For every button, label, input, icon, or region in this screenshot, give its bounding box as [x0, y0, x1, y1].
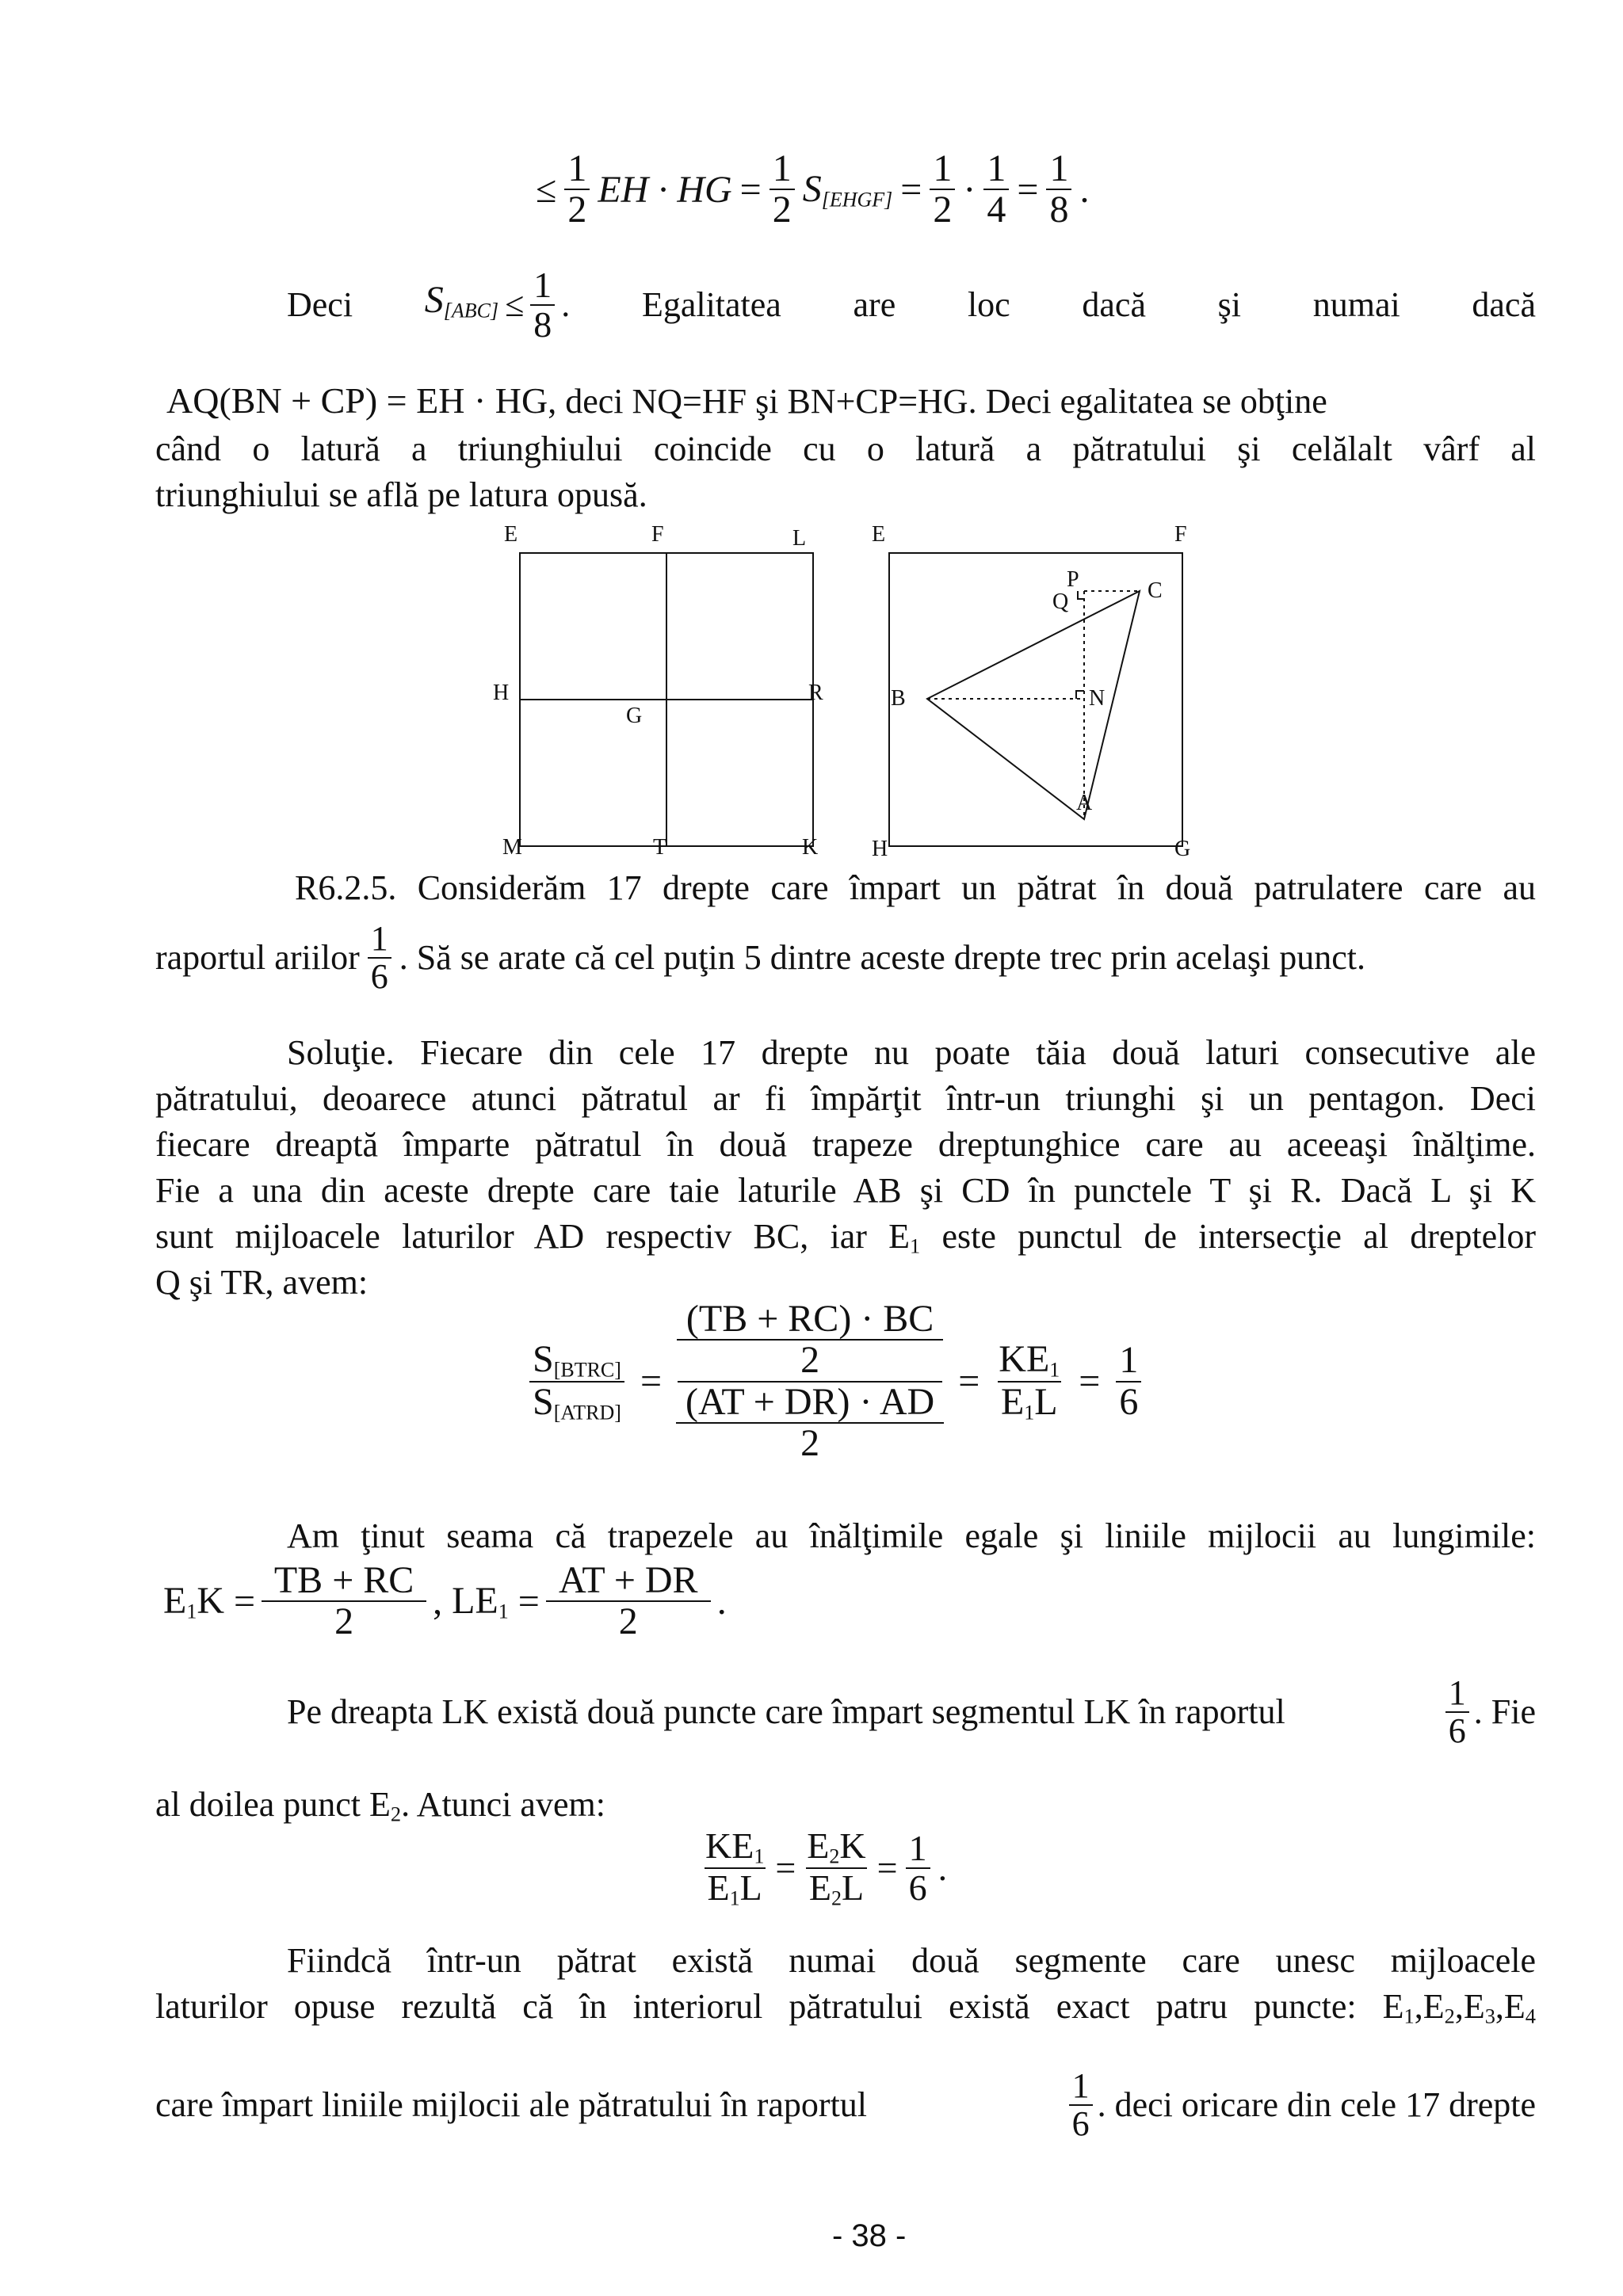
eh-hg-product: EH · HG [598, 168, 732, 211]
right-angle-n [1076, 691, 1084, 699]
paragraph-cand-end: triunghiului se află pe latura opusă. [155, 475, 647, 514]
label-F-left: F [651, 522, 664, 547]
e1-e2-equation: $\frac{KE_1}{E_1L}$ = $\frac{E_2K}{E_2L}$ = $\frac{1}{6}$ . [705, 1825, 948, 1910]
fiindca-line-3: care împart liniile mijlocii ale pătratului în raportul $\frac{1}{6}$ . deci oricare din cele 17 drepte [155, 2066, 1536, 2144]
al-doilea-line: al doilea punct $E_2$. Atunci avem: [155, 1785, 605, 1826]
label-B: B [891, 686, 906, 711]
ratio-equation: $\frac{S_{[BTRC]}}{S_{[ATRD]}}$ = (TB + RC) · BC 2 (AT + DR) · AD 2 = $\frac{KE_1}{E_1L}$ = $\frac{1}{6}$ [529, 1299, 1141, 1464]
label-A: A [1076, 791, 1093, 815]
half-fraction: $\frac{1}{2}$ [564, 149, 590, 231]
solution-line-1: Soluţie. Fiecare din cele 17 drepte nu poate tăia două laturi consecutive ale [287, 1033, 1536, 1072]
label-G-left: G [626, 704, 643, 728]
solution-line-2: pătratului, deoarece atunci pătratul ar fi împărţit într-un triunghi şi un pentagon. Deci [155, 1079, 1536, 1118]
label-L: L [792, 526, 807, 551]
le-symbol: ≤ [536, 168, 557, 211]
aq-line: AQ(BN + CP) = EH · HG, deci NQ=HF şi BN+CP=HG. Deci egalitatea se obţine [166, 380, 1327, 421]
triangle-abc [927, 591, 1140, 819]
figure-squares [475, 515, 1205, 879]
solution-line-3: fiecare dreaptă împarte pătratul în două trapeze dreptunghice care au aceeaşi înălţime. [155, 1125, 1536, 1164]
label-Q: Q [1052, 589, 1069, 614]
problem-line-1: R6.2.5. Considerăm 17 drepte care împart un pătrat în două patrulatere care au [295, 868, 1536, 907]
label-C: C [1148, 578, 1163, 603]
label-R: R [808, 681, 823, 705]
right-angle-p [1078, 591, 1084, 599]
half-fraction-2: $\frac{1}{2}$ [769, 149, 795, 231]
label-E-left: E [504, 522, 518, 547]
midlines-equation: $E_1K$ = $\frac{TB + RC}{2}$ , $LE_1$ = $\frac{AT + DR}{2}$ . [163, 1559, 727, 1643]
label-H-left: H [493, 681, 510, 705]
label-G-right: G [1174, 837, 1191, 861]
label-M: M [502, 835, 522, 860]
label-P: P [1067, 567, 1079, 592]
label-E-right: E [872, 522, 886, 547]
paragraph-cand: când o latură a triunghiului coincide cu o latură a pătratului şi celălalt vârf al [155, 429, 1536, 468]
fiindca-line-1: Fiindcă într-un pătrat există numai două segmente care unesc mijloacele [287, 1941, 1536, 1980]
area-ratio: $\frac{S_{[BTRC]}}{S_{[ATRD]}}$ [529, 1340, 624, 1424]
top-equation: ≤ $\frac{1}{2}$ EH · HG = $\frac{1}{2}$ $S_{[EHGF]}$ = $\frac{1}{2}$ · $\frac{1}{4}$ = $\frac{1}{8}$ . [536, 147, 1090, 231]
am-tinut-line: Am ţinut seama că trapezele au înălţimile egale şi liniile mijlocii au lungimile: [287, 1516, 1536, 1555]
label-N: N [1089, 686, 1106, 711]
area-symbol: $S_{[EHGF]}$ [802, 168, 893, 212]
solution-line-5: sunt mijloacele laturilor AD respectiv BC, iar $E_1$ este punctul de intersecţie al dreptelor [155, 1217, 1537, 1258]
page-number: - 38 - [832, 2218, 907, 2253]
solution-line-6: Q şi TR, avem: [155, 1263, 369, 1302]
trapezoid-ratio: (TB + RC) · BC 2 (AT + DR) · AD 2 [678, 1299, 942, 1464]
label-F-right: F [1174, 522, 1187, 547]
solution-line-4: Fie a una din aceste drepte care taie laturile AB şi CD în punctele T şi R. Dacă L şi K [155, 1171, 1536, 1210]
label-K: K [802, 835, 819, 860]
deci-line: Deci $S_{[ABC]}$ ≤ $\frac{1}{8}$ . Egalitatea are loc dacă şi numai dacă [287, 265, 1536, 345]
problem-line-2: raportul ariilor $\frac{1}{6}$ . Să se arate că cel puţin 5 dintre aceste drepte trec prin acelaşi punct. [155, 919, 1365, 997]
fiindca-line-2: laturilor opuse rezultă că în interiorul pătratului există exact patru puncte: $E_1,E_2,E_3,E_4$ [155, 1987, 1536, 2028]
label-T: T [653, 835, 667, 860]
label-H-right: H [872, 837, 888, 861]
pe-dreapta-line: Pe dreapta LK există două puncte care împart segmentul LK în raportul $\frac{1}{6}$ . Fie [287, 1673, 1536, 1751]
